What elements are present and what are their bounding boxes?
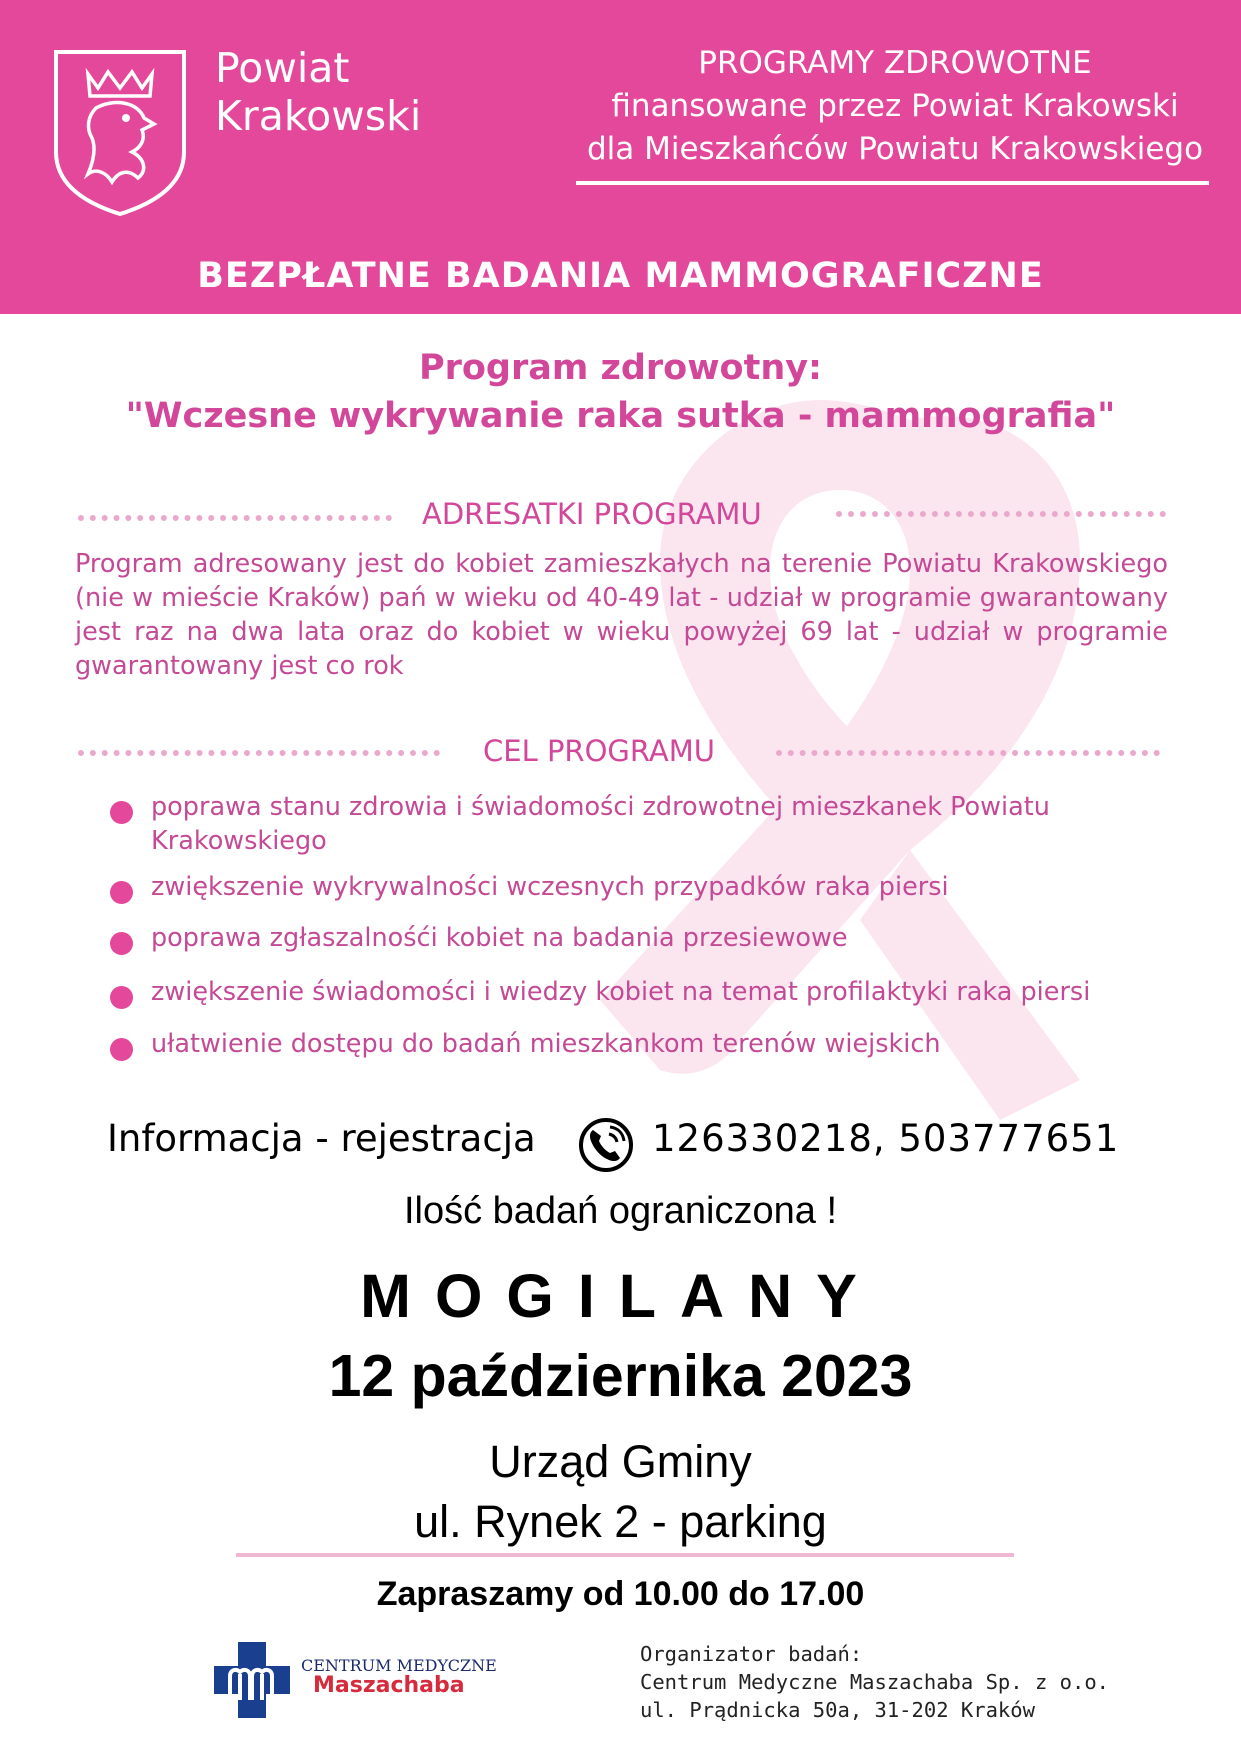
- section-divider-left: [78, 515, 392, 521]
- banner-title: BEZPŁATNE BADANIA MAMMOGRAFICZNE: [197, 256, 1044, 296]
- limited-notice: Ilość badań ograniczona !: [403, 1190, 838, 1232]
- header-divider: [576, 181, 1209, 185]
- program-title: [0, 344, 1241, 440]
- bullet-icon: [110, 801, 133, 824]
- organizer-address: ul. Prądnicka 50a, 31-202 Kraków: [640, 1698, 1035, 1722]
- section-divider-right: [776, 750, 1160, 756]
- program-title-line-1: Program zdrowotny:: [418, 348, 823, 388]
- event-place: MOGILANY: [360, 1262, 881, 1330]
- section-divider-right: [836, 511, 1166, 517]
- list-item-text: poprawa stanu zdrowia i świadomości zdrowotnej mieszkanek Powiatu Krakowskiego: [151, 792, 1050, 856]
- medical-center-logo-icon: [212, 1640, 292, 1720]
- bullet-icon: [110, 881, 133, 904]
- list-item-text: zwiększenie wykrywalności wczesnych przypadków raka piersi: [151, 872, 949, 902]
- venue-line-1: Urząd Gminy: [489, 1436, 752, 1487]
- bullet-icon: [110, 932, 133, 955]
- divider: [236, 1553, 1014, 1557]
- recipients-text: Program adresowany jest do kobiet zamieszkałych na terenie Powiatu Krakowskiego (nie w mieście Kraków) pań w wieku od 40-49 lat - udział w programie gwarantowany jest raz na dwa lata oraz do kobiet w wieku powyżej 69 lat - udział w programie gwarantowany jest co rok: [75, 549, 1168, 681]
- program-title-line-2: "Wczesne wykrywanie raka sutka - mammografia": [125, 396, 1116, 436]
- coat-of-arms-icon: [52, 48, 188, 218]
- list-item-text: poprawa zgłaszalnośći kobiet na badania przesiewowe: [151, 923, 848, 953]
- event-hours: Zapraszamy od 10.00 do 17.00: [376, 1575, 865, 1613]
- bullet-icon: [110, 1038, 133, 1061]
- brand-line-1: Powiat: [215, 44, 350, 92]
- bullet-icon: [110, 986, 133, 1009]
- contact-label: Informacja - rejestracja: [107, 1117, 536, 1160]
- list-item-text: zwiększenie świadomości i wiedzy kobiet na temat profilaktyki raka piersi: [151, 977, 1091, 1007]
- program-header-line-1: PROGRAMY ZDROWOTNE: [698, 45, 1092, 81]
- venue-line-2: ul. Rynek 2 - parking: [414, 1496, 827, 1547]
- event-date: 12 października 2023: [328, 1343, 913, 1409]
- event-venue: [0, 1432, 1241, 1552]
- list-item-text: ułatwienie dostępu do badań mieszkankom terenów wiejskich: [151, 1029, 941, 1059]
- organizer-name: Centrum Medyczne Maszachaba Sp. z o.o.: [640, 1670, 1109, 1694]
- goals-heading: CEL PROGRAMU: [483, 734, 715, 768]
- brand-line-2: Krakowski: [215, 92, 422, 140]
- recipients-heading: ADRESATKI PROGRAMU: [422, 497, 762, 531]
- logo-text-line-2: Maszachaba: [313, 1673, 465, 1698]
- program-header-line-2: finansowane przez Powiat Krakowski: [611, 88, 1179, 124]
- logo-text-line-1: CENTRUM MEDYCZNE: [301, 1656, 497, 1675]
- brand-name: [215, 44, 421, 140]
- program-header: [550, 42, 1240, 171]
- phone-icon: [577, 1116, 635, 1174]
- header-band: [0, 0, 1241, 314]
- section-divider-left: [78, 750, 440, 756]
- organizer-info: [640, 1640, 1109, 1724]
- phone-numbers[interactable]: 126330218, 503777651: [652, 1117, 1120, 1160]
- organizer-label: Organizator badań:: [640, 1642, 863, 1666]
- program-header-line-3: dla Mieszkańców Powiatu Krakowskiego: [586, 131, 1204, 167]
